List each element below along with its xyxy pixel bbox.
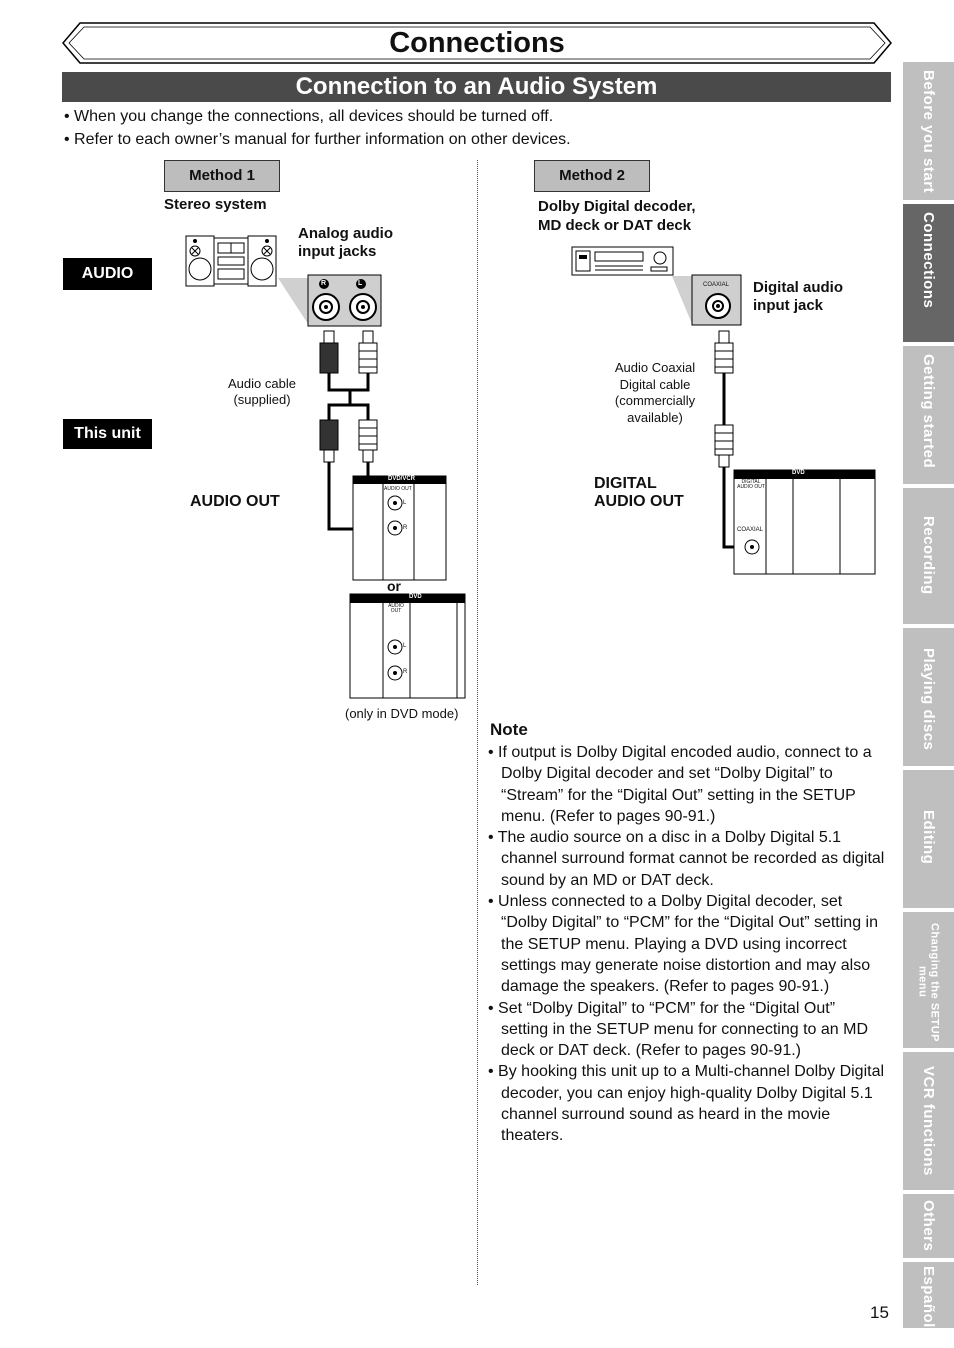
- coaxial-small-label-2: COAXIAL: [737, 527, 764, 533]
- side-tab-label: Editing: [920, 810, 937, 865]
- dvd-mode-note: (only in DVD mode): [345, 706, 459, 721]
- side-tab-label: Playing discs: [920, 648, 937, 751]
- page-title-banner: [62, 22, 892, 64]
- dvd-l-label: L: [403, 643, 407, 649]
- analog-jacks-label-2: input jacks: [298, 243, 377, 260]
- stereo-system-icon: [185, 235, 277, 287]
- side-tab-before-you-start[interactable]: [903, 62, 954, 200]
- digital-audio-out-small-2: AUDIO OUT: [737, 484, 765, 490]
- side-tab-recording[interactable]: [903, 488, 954, 624]
- audio-cable-label-1: Audio cable: [228, 376, 296, 391]
- page-title: Connections: [389, 27, 565, 59]
- side-tab-connections[interactable]: [903, 204, 954, 342]
- coax-cable-label-1: Audio Coaxial: [614, 360, 696, 375]
- dvd-rear-panel: [349, 593, 467, 700]
- intro-bullet-1: • When you change the connections, all devices should be turned off.: [64, 108, 554, 125]
- column-divider: [477, 160, 478, 1285]
- digital-audio-out-label-2: AUDIO OUT: [594, 493, 684, 510]
- side-tab-editing[interactable]: [903, 770, 954, 908]
- method1-device: Stereo system: [164, 196, 267, 213]
- side-tab-label: Before you start: [920, 70, 937, 194]
- dvd-vcr-r-label: R: [403, 525, 408, 531]
- or-label: or: [387, 578, 401, 594]
- side-tab-playing-discs[interactable]: [903, 628, 954, 766]
- note-item-4: • Set “Dolby Digital” to “PCM” for the “Digital Out” setting in the SETUP menu for connecting to an MD deck or DAT deck. (Refer to pages 90-91.): [488, 999, 869, 1060]
- audio-cable-label-2: (supplied): [233, 392, 291, 407]
- side-tab-others[interactable]: [903, 1194, 954, 1258]
- digital-jack-label-2: input jack: [753, 297, 824, 314]
- note-item-5: • By hooking this unit up to a Multi-channel Dolby Digital decoder, you can enjoy high-quality Dolby Digital 5.1 channel surround sound as heard in the movie theaters.: [488, 1063, 885, 1145]
- dvd-vcr-panel-label: DVD/VCR: [388, 476, 416, 482]
- note-list: [488, 742, 886, 1147]
- note-item-2: • The audio source on a disc in a Dolby Digital 5.1 channel surround format cannot be recorded as digital sound by an MD or DAT deck.: [488, 829, 885, 889]
- digital-jack-callout: [668, 272, 744, 328]
- digital-audio-out-label-1: DIGITAL: [594, 475, 657, 492]
- dvd-panel-label: DVD: [409, 594, 422, 600]
- method2-device-2: MD deck or DAT deck: [538, 217, 692, 234]
- side-tab-label: Español: [920, 1266, 937, 1328]
- digital-audio-out-small-1: DIGITAL: [741, 479, 761, 485]
- side-tab-changing-setup[interactable]: [903, 912, 954, 1048]
- tag-this-unit: This unit: [63, 419, 152, 449]
- jack-r-mark: R: [321, 280, 327, 287]
- coax-cable-label-4: available): [627, 410, 683, 425]
- side-tab-label: Connections: [920, 212, 937, 309]
- intro-bullet-2: • Refer to each owner’s manual for further information on other devices.: [64, 131, 571, 148]
- side-tab-label: Changing the SETUP menu: [916, 922, 941, 1042]
- analog-jacks-callout: [270, 270, 385, 330]
- note-item-1: • If output is Dolby Digital encoded audio, connect to a Dolby Digital decoder and set “Dolby Digital” to “Stream” for the “Digital Out” setting in the SETUP menu. (Refer to pages 90-91.): [488, 744, 872, 825]
- note-title: Note: [490, 720, 528, 739]
- side-tab-vcr-functions[interactable]: [903, 1052, 954, 1190]
- side-tab-label: Getting started: [920, 354, 937, 469]
- section-title: Connection to an Audio System: [62, 72, 891, 102]
- decoder-deck-icon: [571, 246, 675, 278]
- coax-cable-label-3: (commercially: [614, 393, 696, 408]
- coax-cable-label-2: Digital cable: [619, 377, 691, 392]
- dvd-vcr-audio-out-small: AUDIO OUT: [384, 486, 412, 492]
- audio-out-label: AUDIO OUT: [190, 493, 280, 510]
- tag-audio: AUDIO: [63, 258, 152, 290]
- digital-jack-label-1: Digital audio: [753, 279, 843, 296]
- note-item-3: • Unless connected to a Dolby Digital decoder, set “Dolby Digital” to “PCM” for the “Digital Out” setting in the SETUP menu. Playing a DVD using incorrect settings may generate noise distortion and may also damage the speakers. (Refer to pages 90-91.): [488, 893, 878, 996]
- side-tab-label: VCR functions: [920, 1066, 937, 1176]
- jack-l-mark: L: [358, 280, 363, 287]
- page-number: 15: [870, 1303, 889, 1322]
- analog-jacks-label-1: Analog audio: [298, 225, 393, 242]
- side-tab-espanol[interactable]: [903, 1262, 954, 1328]
- dvd-audio-out-small: AUDIO OUT: [388, 603, 404, 614]
- dvd-r-label: R: [403, 669, 408, 675]
- dvd-vcr-l-label: L: [403, 500, 407, 506]
- method2-label: Method 2: [534, 160, 650, 192]
- side-tab-getting-started[interactable]: [903, 346, 954, 484]
- coaxial-small-label: COAXIAL: [703, 282, 730, 288]
- method1-label: Method 1: [164, 160, 280, 192]
- side-tab-label: Recording: [920, 516, 937, 595]
- method2-device-1: Dolby Digital decoder,: [538, 198, 696, 215]
- side-tab-label: Others: [920, 1200, 937, 1252]
- dvd-digital-panel-label: DVD: [792, 470, 805, 476]
